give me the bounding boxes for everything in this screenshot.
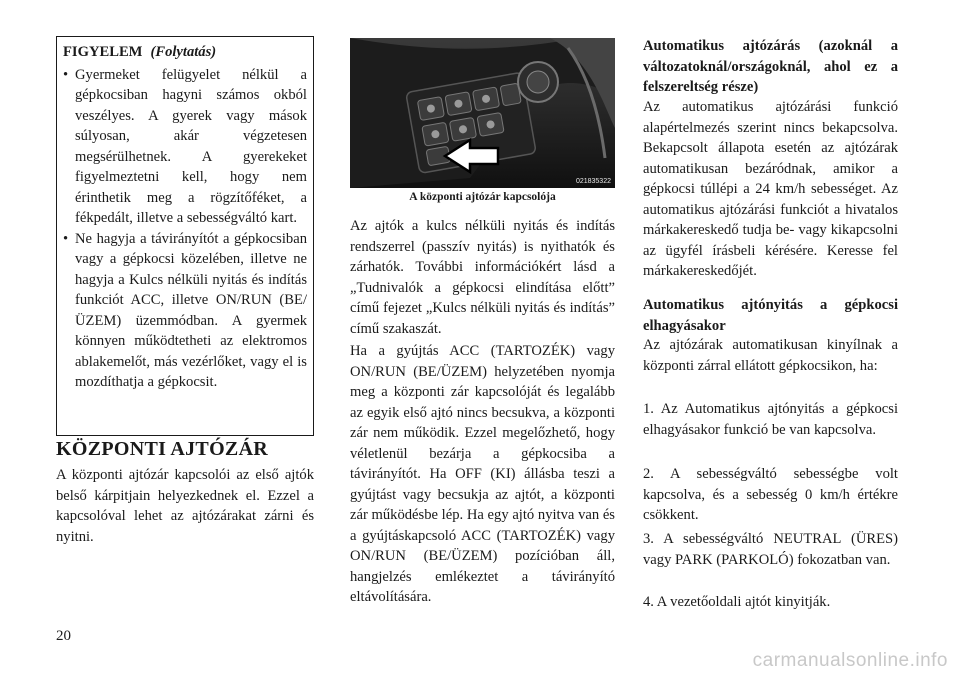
warning-item [63, 229, 307, 393]
list-item-3: 3. A sebességváltó NEUTRAL (ÜRES) vagy PARK (PARKOLÓ) fokozatban van. [643, 531, 898, 568]
keyless-paragraph: Az ajtók a kulcs nélküli nyitás és indítás rendszerrel (passzív nyitás) is nyithatók és zárhatók. További információkért lásd a „Tudnivalók a gépkocsi elindítása előtt” című fejezet „Kulcs nélküli nyitás és indítás” című szakaszát. [350, 218, 615, 337]
warning-box [56, 36, 314, 436]
section-title: KÖZPONTI AJTÓZÁR [56, 438, 269, 460]
warning-heading [63, 42, 307, 63]
bullet-icon: • [63, 230, 69, 247]
warning-heading-continued: (Folytatás) [150, 44, 217, 60]
watermark: carmanualsonline.info [752, 650, 948, 671]
warning-item-text: Gyermeket felügyelet nélkül a gépkocsiban hagyni számos okból veszélyes. A gyerek vagy mások súlyosan, akár végzetesen megsérülhetnek. A gyerekeket figyelmeztetni kell, hogy nem érinthetik meg a rögzítőféket, a fékpedált, illetve a sebességváltó kart. [75, 66, 307, 226]
list-item-1: 1. Az Automatikus ajtónyitás a gépkocsi elhagyásakor funkció be van kapcsolva. [643, 401, 898, 438]
list-item-4: 4. A vezetőoldali ajtót kinyitják. [643, 594, 831, 610]
ignition-paragraph: Ha a gyújtás ACC (TARTOZÉK) vagy ON/RUN (BE/ÜZEM) helyzetében nyomja meg a központi zár kapcsolóját és legalább az egyik első ajtó nincs becsukva, a központi zár nem működik. Ezzel megelőzhető, hogy véletlenül bezárja a gépkocsiba a távirányítót. Ha OFF (KI) állásba teszi a gyújtást vagy becsukja az ajtót, a központi zár működésbe lép. Ha egy ajtó nyitva van és a gyújtáskapcsoló ACC (TARTOZÉK) vagy ON/RUN (BE/ÜZEM) pozícióban áll, hangjelzés emlékeztet a távirányító eltávolítására. [350, 343, 615, 605]
auto-lock-heading: Automatikus ajtózárás (azoknál a változatoknál/országoknál, ahol ez a felszereltség része) [643, 38, 898, 95]
auto-lock-paragraph: Az automatikus ajtózárási funkció alapértelmezés szerint nincs bekapcsolva. Bekapcsolt állapota esetén az ajtózárak automatikusan bezáródnak, amikor a gépkocsi túllépi a 24 km/h sebességet. Az automatikus ajtózárási funkciót a hivatalos márkakereskedő tudja be- vagy kikapcsolni az ügyfél írásbeli kérésére. Keresse fel márkakereskedőjét. [643, 99, 898, 279]
warning-item-text: Ne hagyja a távirányítót a gépkocsiban vagy a gépkocsi közelében, illetve ne hagyja a Kulcs nélküli nyitás és indítás funkciót ACC, illetve ON/RUN (BE/ÜZEM) üzemmódban. A gyermek könnyen működtetheti az elektromos ablakemelőt, más vezérlőket, vagy el is mozdíthatja a gépkocsit. [75, 230, 307, 390]
door-lock-switch-photo [350, 38, 615, 188]
auto-unlock-intro: Az ajtózárak automatikusan kinyílnak a központi zárral ellátott gépkocsikon, ha: [643, 337, 898, 374]
door-panel-illustration [350, 38, 615, 188]
figure-caption: A központi ajtózár kapcsolója [409, 191, 556, 203]
figure-code: 021835322 [575, 178, 611, 185]
auto-unlock-heading: Automatikus ajtónyitás a gépkocsi elhagyásakor [643, 297, 898, 334]
bullet-icon: • [63, 66, 69, 83]
warning-item [63, 65, 307, 229]
warning-heading-text: FIGYELEM [63, 44, 143, 60]
section-intro: A központi ajtózár kapcsolói az első ajtók belső kárpitjain helyezkednek el. Ezzel a kapcsolóval lehet az ajtózárakat zárni és nyitni. [56, 467, 314, 545]
list-item-2: 2. A sebességváltó sebességbe volt kapcsolva, és a sebesség 0 km/h értékre csökkent. [643, 466, 898, 523]
page-number: 20 [56, 628, 71, 644]
